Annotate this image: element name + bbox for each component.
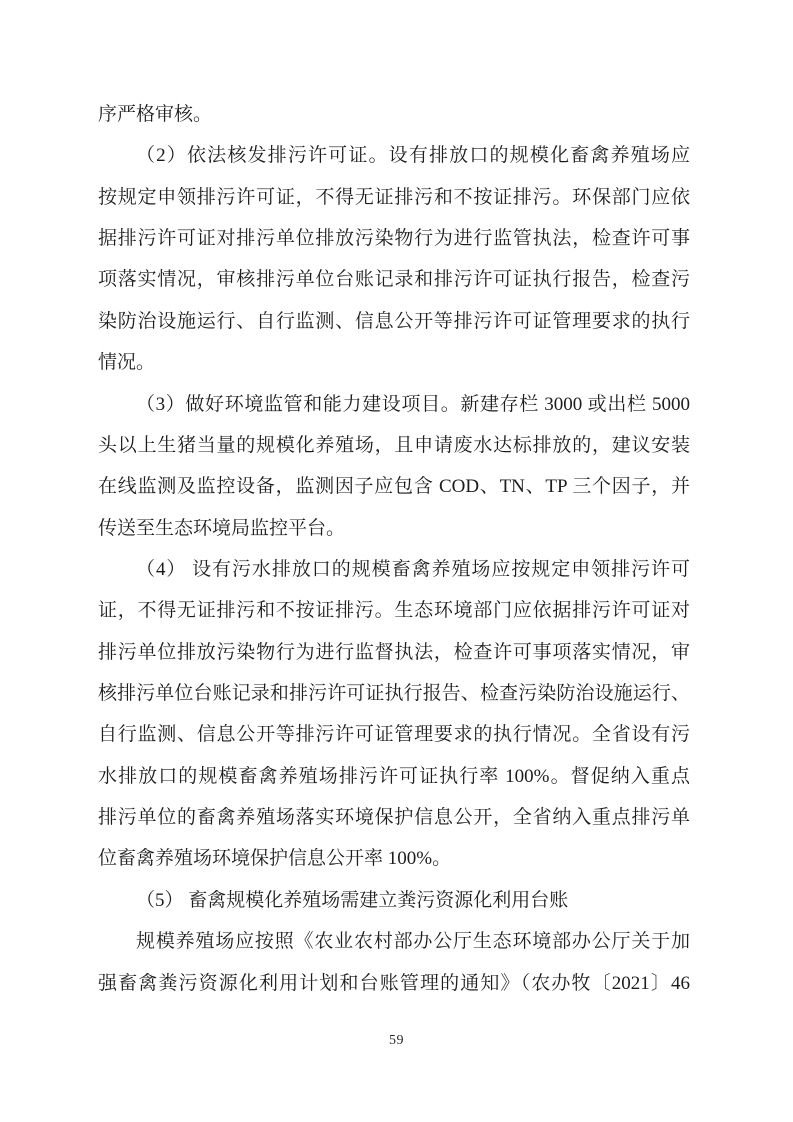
text-line: （4） 设有污水排放口的规模畜禽养殖场应按规定申领排污许可	[136, 558, 690, 580]
paragraph	[98, 880, 690, 921]
text-line: 水排放口的规模畜禽养殖场排污许可证执行率 100%。督促纳入重点	[98, 765, 690, 787]
text-line: 染防治设施运行、自行监测、信息公开等排污许可证管理要求的执行	[98, 310, 690, 332]
text-line: 位畜禽养殖场环境保护信息公开率 100%。	[98, 848, 452, 870]
text-line: 项落实情况，审核排污单位台账记录和排污许可证执行报告，检查污	[98, 269, 690, 291]
text-line: 传送至生态环境局监控平台。	[98, 517, 346, 539]
paragraph	[98, 94, 690, 135]
paragraph	[98, 135, 690, 383]
document-page-content	[98, 94, 690, 1004]
paragraph	[98, 549, 690, 880]
text-line: 核排污单位台账记录和排污许可证执行报告、检查污染防治设施运行、	[98, 683, 690, 705]
paragraph	[98, 384, 690, 549]
text-line: 自行监测、信息公开等排污许可证管理要求的执行情况。全省设有污	[98, 724, 690, 746]
paragraph	[98, 921, 690, 1004]
text-line: 情况。	[98, 352, 156, 374]
text-line: 头以上生猪当量的规模化养殖场，且申请废水达标排放的，建议安装	[98, 434, 690, 456]
text-line: 排污单位排放污染物行为进行监督执法，检查许可事项落实情况，审	[98, 641, 690, 663]
text-line: （5） 畜禽规模化养殖场需建立粪污资源化利用台账	[136, 889, 569, 911]
page-number: 59	[389, 1033, 404, 1048]
text-line: 强畜禽粪污资源化利用计划和台账管理的通知》（农办牧〔2021〕46	[98, 972, 690, 994]
text-line: （2）依法核发排污许可证。设有排放口的规模化畜禽养殖场应	[136, 145, 690, 167]
text-line: 证，不得无证排污和不按证排污。生态环境部门应依据排污许可证对	[98, 600, 690, 622]
text-line: 在线监测及监控设备，监测因子应包含 COD、TN、TP 三个因子，并	[98, 476, 690, 498]
text-line: 据排污许可证对排污单位排放污染物行为进行监管执法，检查许可事	[98, 228, 690, 250]
text-line: 按规定申领排污许可证，不得无证排污和不按证排污。环保部门应依	[98, 186, 690, 208]
text-line: 排污单位的畜禽养殖场落实环境保护信息公开，全省纳入重点排污单	[98, 807, 690, 829]
text-line: 序严格审核。	[98, 104, 213, 125]
text-line: （3）做好环境监管和能力建设项目。新建存栏 3000 或出栏 5000	[136, 393, 690, 415]
text-line: 规模养殖场应按照《农业农村部办公厅生态环境部办公厅关于加	[136, 931, 690, 953]
